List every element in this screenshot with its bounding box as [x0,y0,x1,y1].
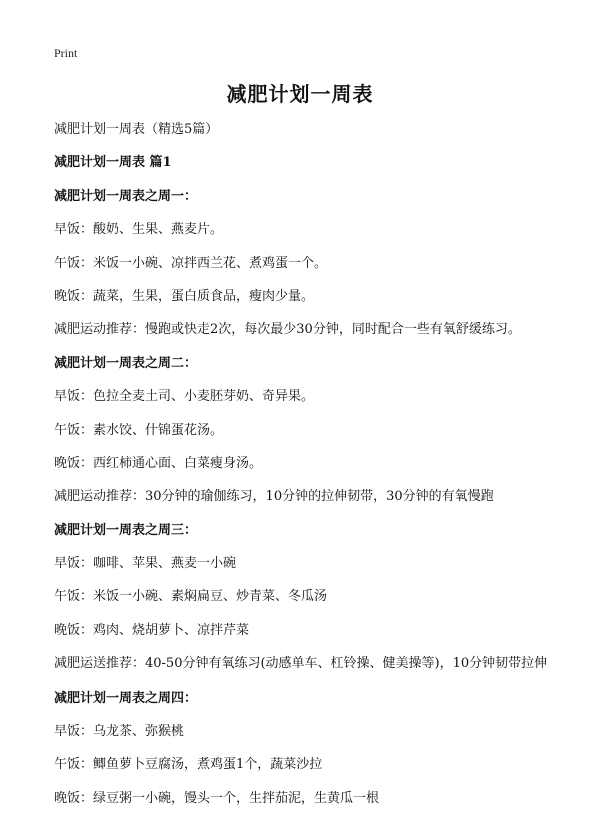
dinner-monday: 晚饭：蔬菜，生果，蛋白质食品，瘦肉少量。 [54,288,315,304]
day-heading-tuesday: 减肥计划一周表之周二： [54,355,198,371]
document-subtitle: 减肥计划一周表（精选5篇） [54,122,219,137]
day-heading-thursday: 减肥计划一周表之周四： [54,690,198,706]
dinner-tuesday: 晚饭：西红柿通心面、白菜瘦身汤。 [54,455,263,471]
lunch-monday: 午饭：米饭一小碗、凉拌西兰花、煮鸡蛋一个。 [54,255,328,271]
day-heading-monday: 减肥计划一周表之周一： [54,188,198,204]
day-heading-wednesday: 减肥计划一周表之周三： [54,522,198,538]
lunch-thursday: 午饭：鲫鱼萝卜豆腐汤，煮鸡蛋1个，蔬菜沙拉 [54,757,323,773]
lunch-tuesday: 午饭：素水饺、什锦蛋花汤。 [54,422,224,438]
exercise-tuesday: 减肥运动推荐：30分钟的瑜伽练习，10分钟的拉伸韧带，30分钟的有氧慢跑 [54,489,494,505]
section-heading: 减肥计划一周表 篇1 [54,155,172,171]
print-link[interactable]: Print [54,46,78,60]
dinner-thursday: 晚饭：绿豆粥一小碗，馒头一个，生拌茄泥，生黄瓜一根 [54,790,380,806]
page-title: 减肥计划一周表 [226,82,374,106]
breakfast-thursday: 早饭：乌龙茶、弥猴桃 [54,724,185,740]
breakfast-monday: 早饭：酸奶、生果、燕麦片。 [54,222,224,238]
breakfast-tuesday: 早饭：色拉全麦土司、小麦胚芽奶、奇异果。 [54,389,315,405]
exercise-monday: 减肥运动推荐：慢跑或快走2次，每次最少30分钟，同时配合一些有氧舒缓练习。 [54,322,521,338]
exercise-wednesday: 减肥运送推荐：40-50分钟有氧练习(动感单车、杠铃操、健美操等)，10分钟韧带拉伸 [54,656,548,672]
document-body [54,120,554,822]
breakfast-wednesday: 早饭：咖啡、苹果、燕麦一小碗 [54,556,237,572]
dinner-wednesday: 晚饭：鸡肉、烧胡萝卜、凉拌芹菜 [54,622,250,638]
lunch-wednesday: 午饭：米饭一小碗、素焖扁豆、炒青菜、冬瓜汤 [54,589,328,605]
